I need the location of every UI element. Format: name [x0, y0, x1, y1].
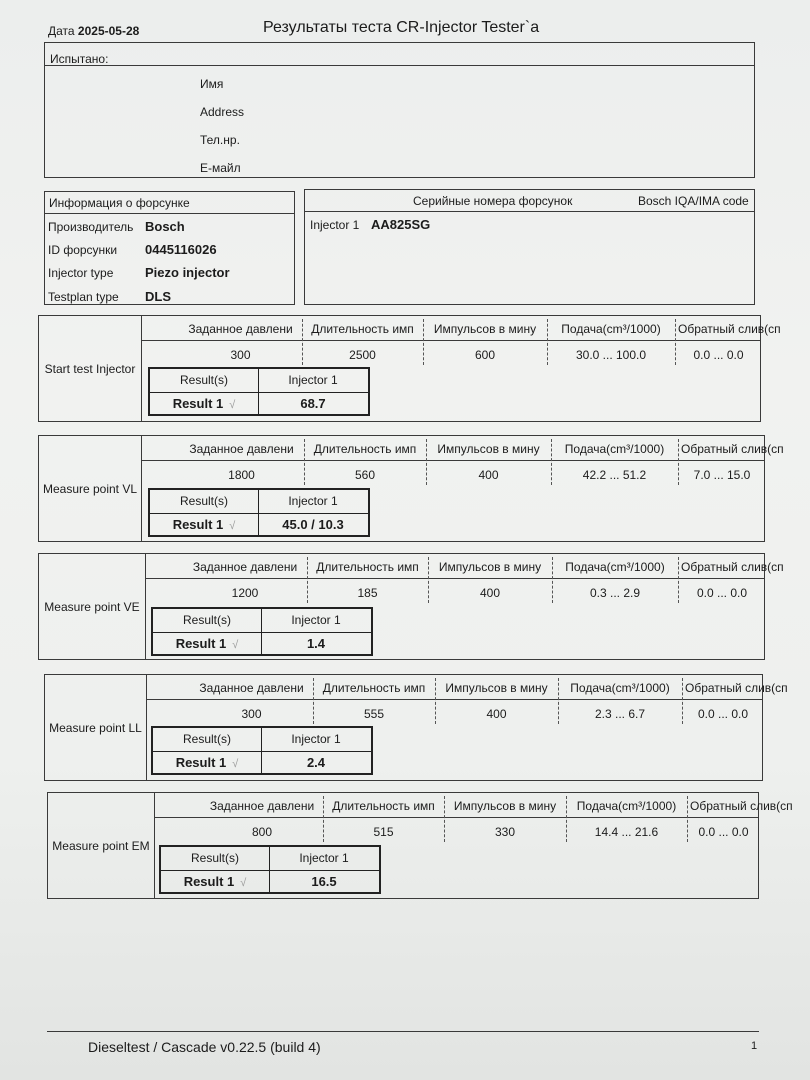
col-divider [682, 678, 683, 724]
col-divider [426, 439, 427, 485]
col-header-pressure: Заданное давлени [188, 322, 293, 336]
footer-page-number: 1 [751, 1040, 758, 1052]
date-value: 2025-05-28 [77, 24, 140, 38]
col-divider [678, 557, 679, 603]
name-separator [141, 316, 142, 421]
value-pulses: 400 [486, 707, 507, 721]
date [48, 24, 139, 38]
test-name: Measure point LL [49, 720, 142, 735]
value-pressure: 300 [230, 348, 251, 362]
test-block [38, 315, 781, 422]
col-header-delivery: Подача(cm³/1000) [565, 560, 665, 574]
col-header-return: Обратный слив(сп [681, 442, 784, 456]
header-rule [145, 578, 764, 579]
test-block [47, 792, 793, 899]
col-header-delivery: Подача(cm³/1000) [564, 442, 665, 456]
name-separator [145, 554, 146, 659]
col-header-pulses: Импульсов в мину [453, 799, 557, 813]
footer-software: Dieseltest / Cascade v0.22.5 (build 4) [88, 1039, 321, 1055]
result-value: 2.4 [306, 755, 326, 770]
result-header: Result(s) [179, 373, 228, 387]
injector-info-title: Информация о форсунке [49, 196, 190, 210]
col-divider [678, 439, 679, 485]
result-row-label-text: Result 1 [175, 636, 227, 651]
tested-label: Испытано: [50, 52, 109, 66]
result-header: Result(s) [182, 613, 231, 627]
col-divider [566, 796, 567, 842]
col-header-duration: Длительность имп [316, 560, 419, 574]
header-rule [141, 340, 760, 341]
value-pressure: 1800 [228, 468, 255, 482]
date-label: Дата [48, 24, 75, 38]
result-table [148, 488, 370, 537]
result-value: 68.7 [300, 396, 326, 411]
result-row-label [153, 755, 261, 770]
col-divider [435, 678, 436, 724]
info-value-manufacturer: Bosch [145, 219, 185, 234]
info-value-testplan: DLS [145, 289, 171, 304]
value-delivery: 30.0 ... 100.0 [575, 348, 647, 362]
tested-field-name: Имя [200, 77, 224, 91]
col-divider [428, 557, 429, 603]
result-value: 16.5 [311, 874, 337, 889]
col-header-return: Обратный слив(сп [685, 681, 788, 695]
col-divider [558, 678, 559, 724]
result-header: Result(s) [190, 851, 239, 865]
result-row-label [153, 636, 261, 651]
col-header-return: Обратный слив(сп [678, 322, 781, 336]
col-divider [423, 319, 424, 365]
result-row-label-text: Result 1 [183, 874, 235, 889]
serials-injector-label: Injector 1 [310, 218, 360, 232]
value-pulses: 330 [494, 825, 516, 839]
value-duration: 560 [354, 468, 376, 482]
col-header-delivery: Подача(cm³/1000) [561, 322, 661, 336]
page-title: Результаты теста CR-Injector Tester`a [263, 19, 540, 36]
value-duration: 555 [363, 707, 385, 721]
name-separator [146, 675, 147, 780]
value-delivery: 14.4 ... 21.6 [594, 825, 659, 839]
test-name: Measure point VL [42, 481, 138, 496]
tested-field-phone: Тел.нр. [200, 133, 240, 147]
check-icon: √ [240, 877, 247, 889]
injector-header: Injector 1 [291, 613, 341, 627]
col-divider [552, 557, 553, 603]
col-header-pulses: Импульсов в мину [438, 560, 542, 574]
value-duration: 2500 [349, 348, 376, 362]
col-header-pressure: Заданное давлени [192, 560, 298, 574]
value-return: 0.0 ... 0.0 [697, 707, 749, 721]
value-pressure: 800 [251, 825, 273, 839]
test-name: Start test Injector [44, 361, 136, 376]
col-divider [444, 796, 445, 842]
injector-header: Injector 1 [291, 732, 341, 746]
result-row-label [150, 517, 258, 532]
value-pulses: 400 [479, 586, 501, 600]
col-divider [551, 439, 552, 485]
footer-rule [47, 1031, 759, 1032]
injector-header: Injector 1 [288, 373, 338, 387]
col-header-pressure: Заданное давлени [209, 799, 315, 813]
result-row-label [150, 396, 258, 411]
tested-field-email: E-майл [200, 161, 241, 175]
col-header-pulses: Импульсов в мину [437, 442, 540, 456]
col-header-duration: Длительность имп [332, 799, 435, 813]
value-pressure: 1200 [231, 586, 259, 600]
col-divider [302, 319, 303, 365]
injector-header: Injector 1 [299, 851, 349, 865]
col-header-pressure: Заданное давлени [189, 442, 294, 456]
col-divider [304, 439, 305, 485]
col-header-duration: Длительность имп [313, 442, 417, 456]
value-pulses: 400 [478, 468, 499, 482]
serials-title: Серийные номера форсунок [413, 194, 573, 208]
check-icon: √ [229, 399, 236, 411]
result-value: 45.0 / 10.3 [282, 517, 344, 532]
check-icon: √ [232, 758, 239, 770]
info-label-manufacturer: Производитель [48, 220, 134, 234]
header-rule [146, 699, 762, 700]
result-row-label [161, 874, 269, 889]
value-delivery: 0.3 ... 2.9 [589, 586, 641, 600]
value-pressure: 300 [241, 707, 262, 721]
col-divider [313, 678, 314, 724]
result-table [148, 367, 370, 416]
check-icon: √ [229, 520, 236, 532]
result-header: Result(s) [182, 732, 231, 746]
serials-injector-serial: AA825SG [371, 217, 431, 232]
result-value: 1.4 [306, 636, 326, 651]
check-icon: √ [232, 639, 239, 651]
injector-header: Injector 1 [288, 494, 338, 508]
info-label-type: Injector type [48, 266, 114, 280]
info-value-type: Piezo injector [145, 265, 230, 280]
value-delivery: 42.2 ... 51.2 [582, 468, 647, 482]
tested-field-address: Address [200, 105, 245, 119]
header-rule [154, 817, 758, 818]
value-pulses: 600 [474, 348, 496, 362]
result-row-label-text: Result 1 [172, 396, 224, 411]
name-separator [154, 793, 155, 898]
col-divider [323, 796, 324, 842]
header-rule [141, 460, 764, 461]
col-divider [307, 557, 308, 603]
value-duration: 185 [357, 586, 378, 600]
value-delivery: 2.3 ... 6.7 [594, 707, 646, 721]
col-divider [675, 319, 676, 365]
result-row-label-text: Result 1 [172, 517, 224, 532]
test-name: Measure point VE [44, 599, 140, 614]
info-value-id: 0445116026 [145, 242, 217, 257]
name-separator [141, 436, 142, 541]
col-header-pulses: Импульсов в мину [433, 322, 537, 336]
value-return: 7.0 ... 15.0 [693, 468, 751, 482]
col-header-return: Обратный слив(сп [690, 799, 793, 813]
result-table [159, 845, 381, 894]
value-duration: 515 [373, 825, 394, 839]
col-header-return: Обратный слив(сп [681, 560, 784, 574]
serials-code-title: Bosch IQA/IMA code [638, 194, 749, 208]
col-header-pulses: Импульсов в мину [445, 681, 548, 695]
value-return: 0.0 ... 0.0 [693, 348, 744, 362]
col-header-pressure: Заданное давлени [199, 681, 304, 695]
tested-box [44, 42, 755, 178]
info-label-id: ID форсунки [48, 243, 118, 257]
result-row-label-text: Result 1 [175, 755, 227, 770]
test-name: Measure point EM [52, 838, 150, 853]
result-header: Result(s) [179, 494, 228, 508]
col-header-delivery: Подача(cm³/1000) [576, 799, 677, 813]
col-header-delivery: Подача(cm³/1000) [570, 681, 670, 695]
col-divider [687, 796, 688, 842]
col-divider [547, 319, 548, 365]
info-label-testplan: Testplan type [48, 290, 119, 304]
result-table [151, 607, 373, 656]
col-header-duration: Длительность имп [311, 322, 414, 336]
test-block [38, 553, 784, 660]
value-return: 0.0 ... 0.0 [698, 825, 749, 839]
value-return: 0.0 ... 0.0 [696, 586, 748, 600]
result-table [151, 726, 373, 775]
col-header-duration: Длительность имп [322, 681, 426, 695]
